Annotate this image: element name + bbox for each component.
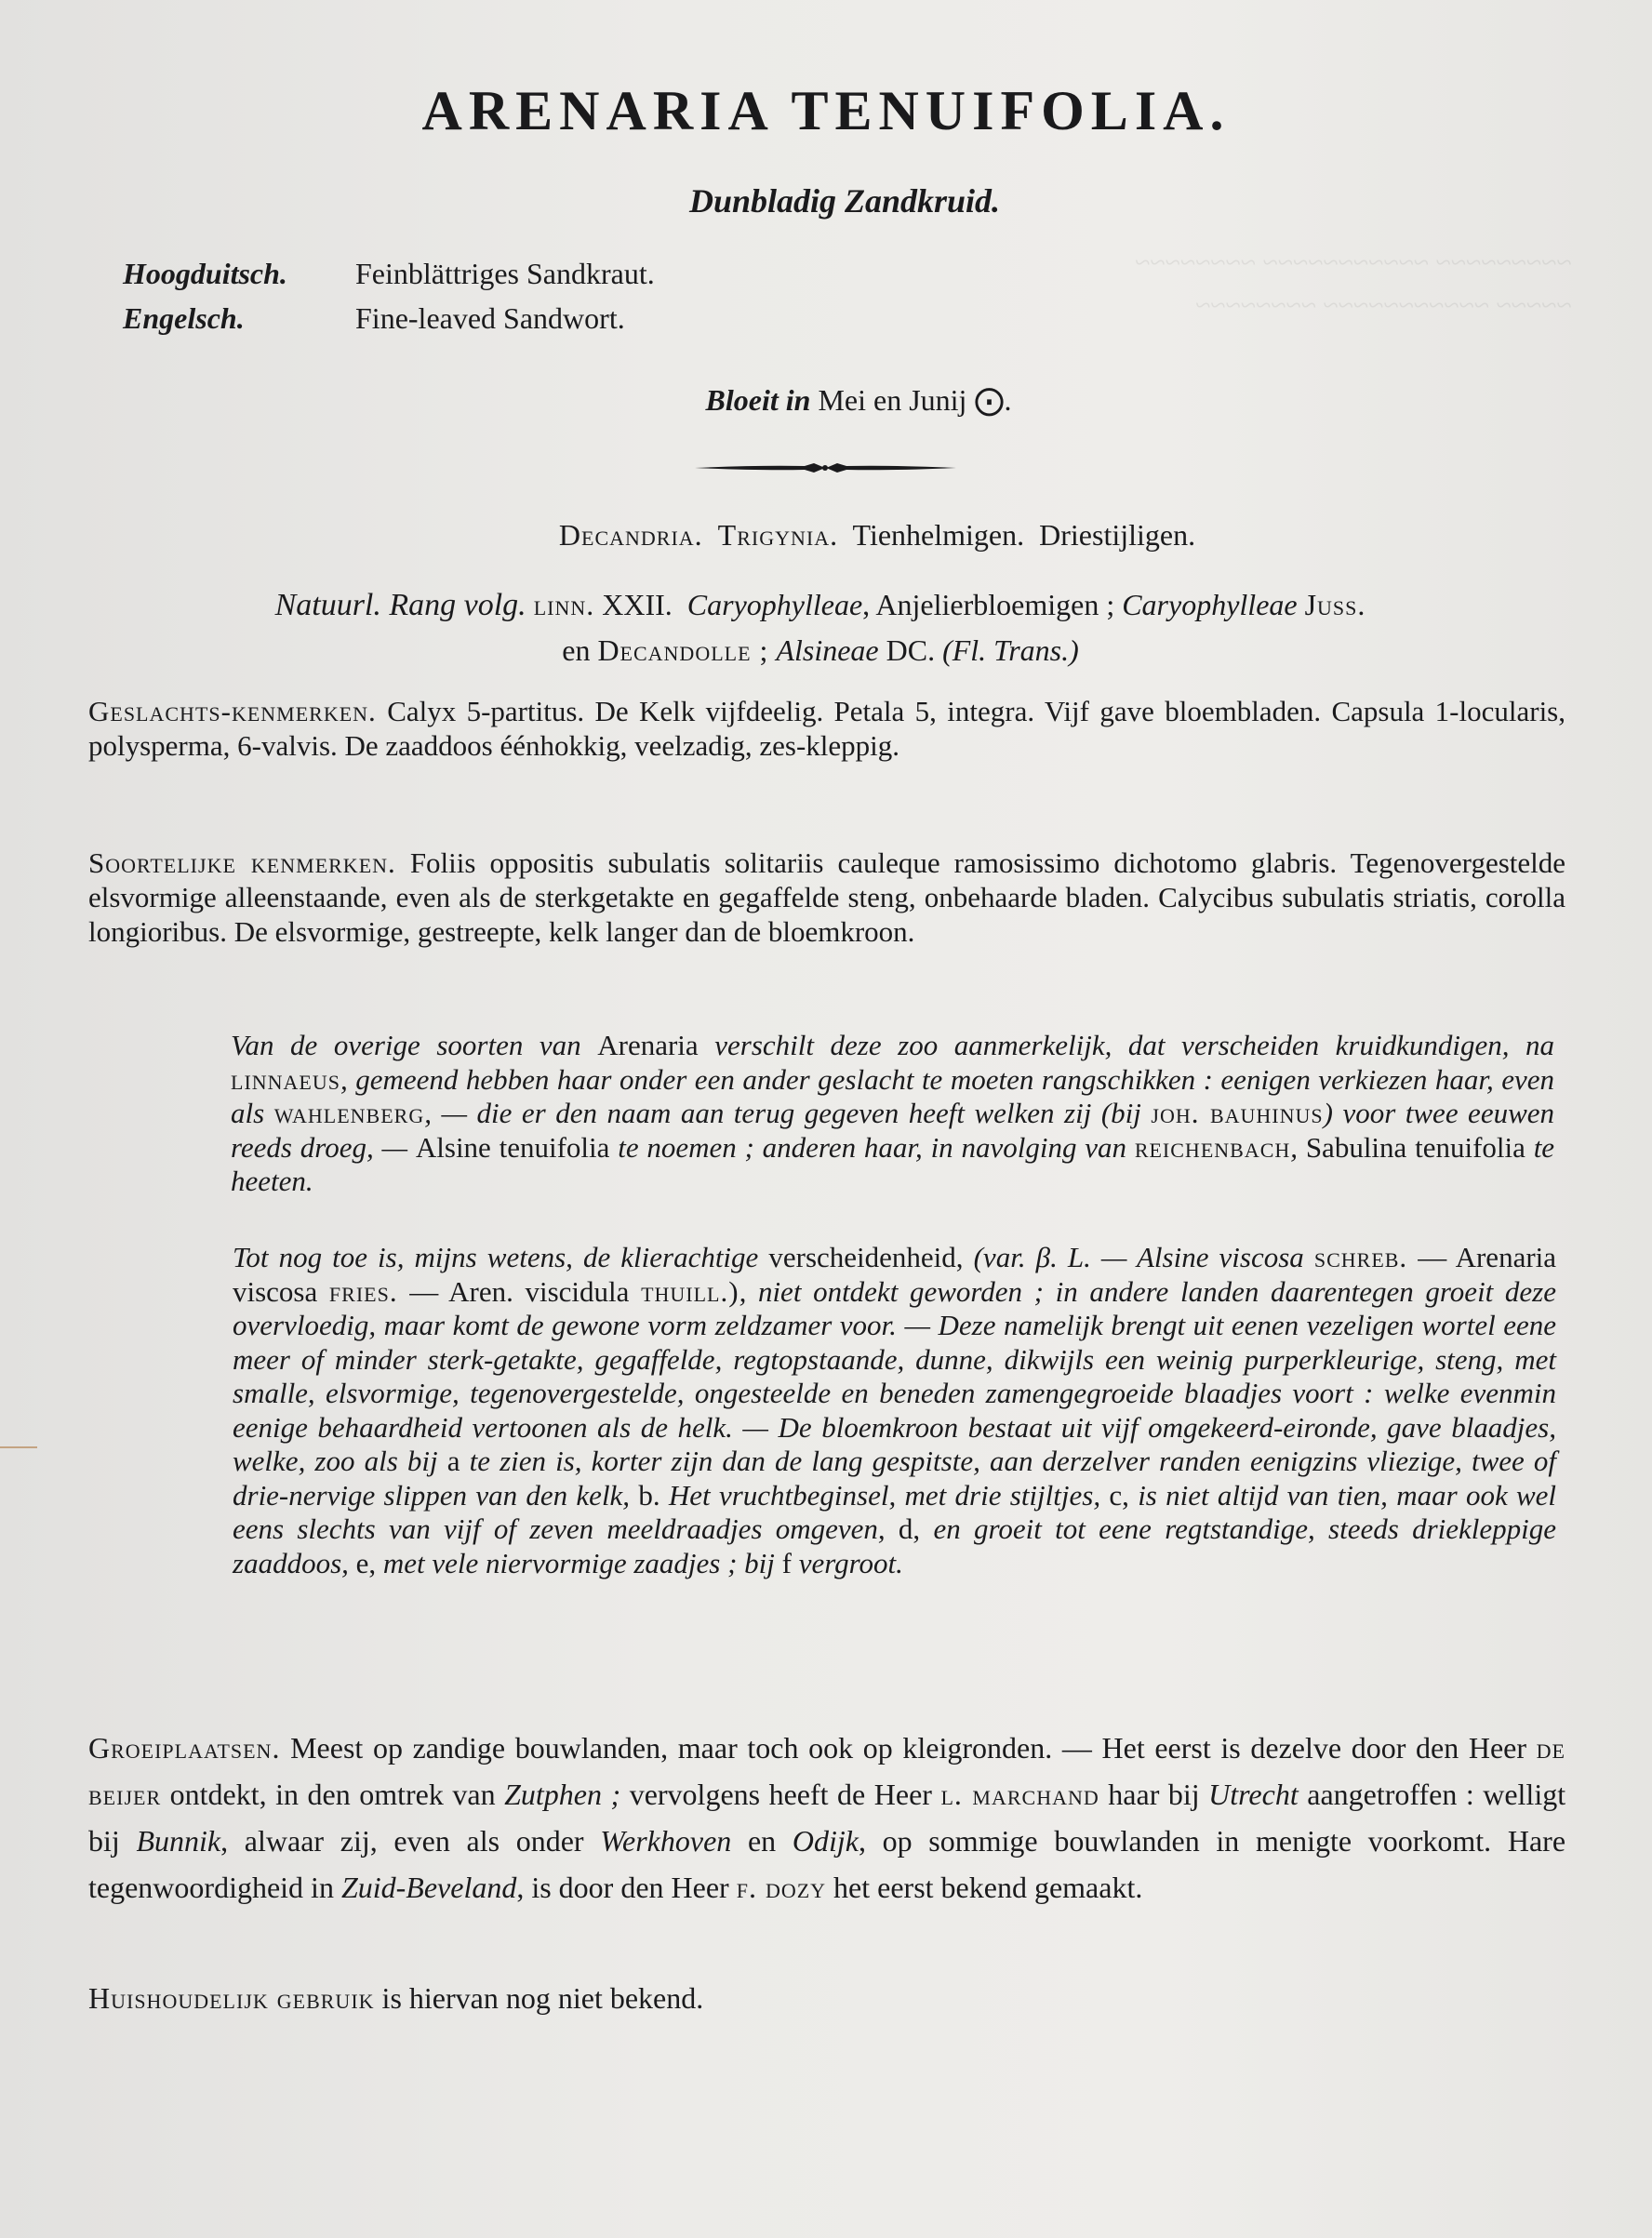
name-row-english xyxy=(123,296,655,340)
margin-mark xyxy=(0,1446,37,1448)
dc-ref: DC. xyxy=(886,633,936,667)
order-name: Trigynia. xyxy=(717,518,839,552)
class-name: Decandria. xyxy=(558,518,703,552)
note-text: , gemeend hebben haar onder een ander geslacht te moeten rangschikken : eenigen verkiezen haar, even als xyxy=(231,1062,1554,1129)
author-name: thuill.) xyxy=(641,1274,739,1308)
family-name: Caryophylleae xyxy=(686,588,863,621)
species-characters xyxy=(88,846,1565,949)
place-name: Zutphen ; xyxy=(504,1778,621,1811)
section-label: Huishoudelijk gebruik xyxy=(88,1981,375,2015)
rang-number: XXII. xyxy=(602,588,673,621)
figure-ref: c, xyxy=(1109,1478,1129,1512)
habitat-text: ontdekt, in den omtrek van xyxy=(169,1778,496,1811)
note-text: is niet altijd van tien, maar ook wel eens slechts van vijf of zeven meeldraadjes omgeven, xyxy=(233,1478,1557,1545)
author-name: wahlenberg xyxy=(273,1097,425,1129)
flowering-line xyxy=(0,381,1652,419)
synonym: — Arenaria viscosa xyxy=(233,1241,1557,1308)
section-label: Soortelijke kenmerken. xyxy=(88,846,396,879)
note-text: vergroot. xyxy=(798,1546,903,1579)
person-name: l. marchand xyxy=(940,1778,1099,1811)
vernacular-names xyxy=(123,251,655,340)
annual-symbol-icon: ⨀. xyxy=(974,383,1012,417)
figure-ref: d, xyxy=(898,1512,921,1545)
tribe-name: Alsineae xyxy=(776,633,879,667)
note-text: te noemen ; anderen haar, in navolging van xyxy=(618,1130,1127,1164)
section-label: Groeiplaatsen. xyxy=(88,1731,281,1765)
note-text: verscheidenheid, xyxy=(768,1241,964,1273)
habitat-text: , alwaar zij, even als onder xyxy=(220,1824,584,1858)
note-text: te zien is, korter zijn dan de lang gespitste, aan derzelver randen eenigzins vliezige, twee of drie-nervige slippen van den kelk, xyxy=(233,1445,1556,1512)
place-name: Zuid-Beveland xyxy=(340,1871,517,1904)
habitat-paragraph xyxy=(88,1725,1565,1911)
bloom-months: Mei en Junij xyxy=(818,383,967,417)
author-name: reichenbach xyxy=(1134,1130,1291,1164)
figure-ref: f xyxy=(781,1546,792,1579)
linnaean-classification xyxy=(0,516,1652,553)
vernacular-name: Feinblättriges Sandkraut. xyxy=(355,257,655,290)
remark-paragraph-1 xyxy=(231,1029,1554,1199)
decandolle-ref: Decandolle ; xyxy=(597,633,769,667)
juss-ref: Juss. xyxy=(1304,588,1366,621)
bloom-label: Bloeit in xyxy=(705,383,811,417)
place-name: Utrecht xyxy=(1208,1778,1299,1811)
note-text: Het vruchtbeginsel, met drie stijltjes, xyxy=(668,1478,1101,1512)
note-text: , niet ontdekt geworden ; in andere landen daarentegen groeit deze overvloedig, maar komt de gewone vorm zeldzamer voor. — Deze namelijk brengt uit eenen vezeligen wortel eene meer of minder sterk-getakte, gegaffelde, regtopstaande, dunne, dikwijls een weinig purperkleurige, steng, met smalle, elsvormige, tegenovergestelde, ongesteelde en beneden zamengegroeide blaadjes voort : welke evenmin eenige behaardheid vertoonen als de helk. — De bloemkroon bestaat uit vijf omgekeerd-eironde, gave blaadjes, welke, zoo als bij xyxy=(233,1274,1557,1477)
note-text: verschilt deze zoo aanmerkelijk, dat verscheiden kruidkundigen, na xyxy=(714,1029,1555,1061)
section-label: Geslachts-kenmerken. xyxy=(88,695,377,727)
habitat-text: haar bij xyxy=(1108,1778,1200,1811)
section-text: Calyx 5-partitus. De Kelk vijfdeelig. Petala 5, integra. Vijf gave bloembladen. Capsula 1-locularis, polysperma, 6-valvis. De zaaddoos éénhokkig, veelzadig, zes-kleppig. xyxy=(88,695,1565,762)
habitat-text: vervolgens heeft de Heer xyxy=(629,1778,932,1811)
place-name: Odijk xyxy=(792,1824,859,1858)
page-title: ARENARIA TENUIFOLIA. xyxy=(421,80,1231,141)
habitat-text: aangetroffen : welligt bij xyxy=(88,1778,1566,1858)
note-text: Tot nog toe is, mijns wetens, de klierachtige xyxy=(233,1241,759,1273)
place-name: Werkhoven xyxy=(600,1824,732,1858)
figure-ref: b. xyxy=(638,1478,660,1512)
rang-label: Natuurl. Rang volg. xyxy=(274,588,526,622)
author-name: fries. xyxy=(328,1274,398,1308)
order-dutch: Driestijligen. xyxy=(1039,518,1196,552)
synonym: Alsine tenuifolia xyxy=(415,1130,610,1164)
household-use xyxy=(88,1981,1565,2016)
synonym: Sabulina tenuifolia xyxy=(1305,1130,1525,1164)
show-through-text: ~~~~~~~~~ ~~~~~~~~~~~ ~~~~~~~~ ~~~~~ ~~~~~~~~~~~ ~~~~~~~~ xyxy=(1135,247,1572,321)
conjunction: en xyxy=(562,633,591,667)
habitat-text: , op sommige bouwlanden in menigte voorkomt. Hare tegenwoordigheid in xyxy=(88,1824,1566,1904)
dutch-name: Dunbladig Zandkruid. xyxy=(688,182,1001,220)
variety-ref: (var. β. L. — Alsine viscosa xyxy=(973,1241,1304,1273)
place-name: Bunnik xyxy=(136,1824,221,1858)
family-dutch: , Anjelierbloemigen ; xyxy=(862,588,1115,621)
person-name: de beijer xyxy=(88,1731,1565,1811)
ornament-divider xyxy=(693,457,958,479)
author-name: schreb. xyxy=(1313,1241,1408,1273)
vernacular-name: Fine-leaved Sandwort. xyxy=(355,301,625,335)
habitat-text: , is door den Heer xyxy=(516,1871,729,1904)
language-label: Engelsch. xyxy=(123,301,245,335)
note-text: te heeten. xyxy=(231,1130,1555,1197)
person-name: f. dozy xyxy=(736,1871,827,1904)
linn-ref: linn. xyxy=(533,588,595,621)
genus-characters xyxy=(88,694,1565,763)
author-name: joh. bauhinus xyxy=(1151,1097,1324,1129)
remark-paragraph-2 xyxy=(233,1241,1556,1580)
habitat-text: het eerst bekend gemaakt. xyxy=(833,1871,1143,1904)
family-name-juss: Caryophylleae xyxy=(1122,588,1298,621)
synonym: — Aren. viscidula xyxy=(409,1274,630,1308)
note-text: , — die er den naam aan terug gegeven heeft welken zij (bij xyxy=(424,1097,1141,1129)
note-text: Arenaria xyxy=(597,1029,699,1061)
natural-order xyxy=(123,582,1518,673)
note-text: Van de overige soorten van xyxy=(231,1029,581,1061)
habitat-text: en xyxy=(747,1824,777,1858)
class-dutch: Tienhelmigen. xyxy=(852,518,1025,552)
flora-ref: (Fl. Trans.) xyxy=(942,633,1079,667)
note-text: met vele niervormige zaadjes ; bij xyxy=(382,1546,775,1579)
note-text: en groeit tot eene regtstandige, steeds driekleppige zaaddoos, xyxy=(233,1512,1557,1579)
figure-ref: e, xyxy=(355,1546,377,1579)
note-text: ) voor twee eeuwen reeds droeg, — xyxy=(231,1097,1555,1164)
note-text: , xyxy=(1290,1130,1299,1164)
section-text: Foliis oppositis subulatis solitariis cauleque ramosissimo dichotomo glabris. Tegenovergestelde elsvormige alleenstaande, even als de sterkgetakte en gegaffelde steng, onbehaarde bladen. Calycibus subulatis striatis, corolla longioribus. De elsvormige, gestreepte, kelk langer dan de bloemkroon. xyxy=(88,846,1566,948)
section-text: is hiervan nog niet bekend. xyxy=(381,1981,704,2015)
author-name: linnaeus xyxy=(231,1062,340,1096)
habitat-text: Meest op zandige bouwlanden, maar toch ook op kleigronden. — Het eerst is dezelve door den Heer xyxy=(290,1731,1527,1765)
figure-ref: a xyxy=(446,1445,460,1477)
name-row-german xyxy=(123,251,655,296)
language-label: Hoogduitsch. xyxy=(123,257,287,290)
